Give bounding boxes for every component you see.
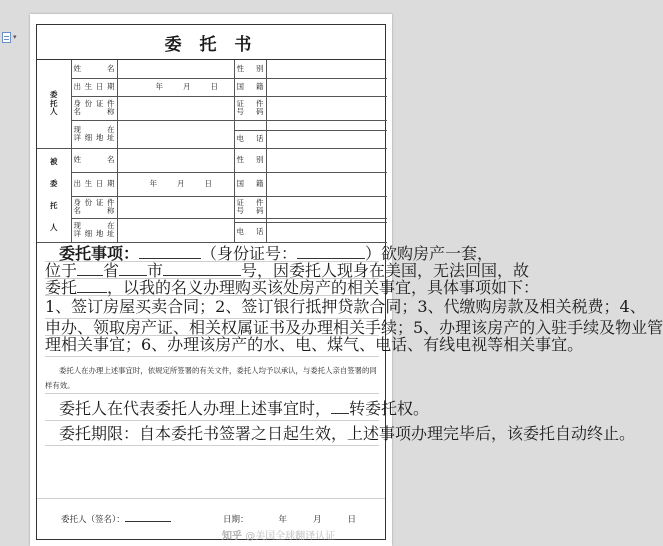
entrust-agent-line: 委托 ，以我的名义办理购买该处房产的相关事宜，具体事项如下： xyxy=(45,277,540,297)
principal-birth-field[interactable]: 年 月 日 xyxy=(117,78,234,96)
document-icon[interactable] xyxy=(2,31,24,43)
agent-birth-row xyxy=(37,172,387,196)
items-line-1: 1、签订房屋买卖合同；2、签订银行抵押贷款合同；3、代缴购房款及相关税费；4、 xyxy=(45,296,379,319)
principal-id-row xyxy=(37,96,387,120)
id-number-blank[interactable] xyxy=(297,250,365,259)
authorization-body xyxy=(37,243,663,446)
city-blank[interactable] xyxy=(119,267,147,276)
province-blank[interactable] xyxy=(77,267,103,276)
signature-blank[interactable] xyxy=(125,513,171,522)
agent-birth-label: 出生日期 xyxy=(71,172,117,196)
agent-nationality-field[interactable] xyxy=(266,172,387,196)
signature-date: 日期： 年 月 日 xyxy=(223,515,357,525)
agent-birth-field[interactable]: 年 月 日 xyxy=(117,172,234,196)
agent-gender-field[interactable] xyxy=(266,148,387,172)
agent-id-no-field[interactable] xyxy=(266,196,387,218)
principal-birth-row xyxy=(37,78,387,96)
items-line-3: 理相关事宜；6、办理该房产的水、电、煤气、电话、有线电视等相关事宜。 xyxy=(45,336,379,357)
principal-name-label: 姓 名 xyxy=(71,60,117,78)
principal-id-field[interactable] xyxy=(117,96,234,120)
agent-phone-label: 电 话 xyxy=(234,222,266,242)
agent-phone-field[interactable] xyxy=(266,222,387,242)
principal-birth-label: 出生日期 xyxy=(71,78,117,96)
principal-name-blank[interactable] xyxy=(139,250,201,259)
principal-phone-field[interactable] xyxy=(266,130,387,148)
entrust-matters-line: 委托事项： （身份证号： ）欲购房产一套， xyxy=(45,245,379,262)
zhihu-watermark: 知乎 @美国全球翻译认证 xyxy=(222,531,336,542)
document-page xyxy=(30,14,663,546)
principal-id-no-field[interactable] xyxy=(266,96,387,120)
principal-nationality-field[interactable] xyxy=(266,78,387,96)
sub-delegation-line: 委托人在代表委托人办理上述事宜时， 转委托权。 xyxy=(45,394,379,421)
agent-address-field[interactable] xyxy=(117,218,234,242)
term-line: 委托期限：自本委托书签署之日起生效，上述事项办理完毕后，该委托自动终止。 xyxy=(45,421,379,446)
agent-side-label: 被 委 托 人 xyxy=(37,148,71,242)
agent-id-label: 身份证件 名 称 xyxy=(71,196,117,218)
principal-address-row xyxy=(37,120,387,130)
principal-id-no-label: 证 件 号 码 xyxy=(234,96,266,120)
signer-label: 委托人（签名）： xyxy=(61,513,171,525)
principal-phone-label: 电 话 xyxy=(234,130,266,148)
agent-id-no-label: 证 件 号 码 xyxy=(234,196,266,218)
street-blank[interactable] xyxy=(163,267,241,276)
agent-id-row xyxy=(37,196,387,218)
dropdown-caret-icon[interactable]: ▾ xyxy=(13,33,17,41)
agent-name-row xyxy=(37,148,387,172)
principal-name-field[interactable] xyxy=(117,60,234,78)
property-location-line: 位于 省 市 号，因委托人现身在美国，无法回国，故 xyxy=(45,260,530,280)
principal-side-label: 委 托 人 xyxy=(37,60,71,148)
principal-gender-label: 性 别 xyxy=(234,60,266,78)
agent-name-blank[interactable] xyxy=(77,284,107,293)
principal-id-label: 身份证件 名 称 xyxy=(71,96,117,120)
principal-nationality-label: 国 籍 xyxy=(234,78,266,96)
agent-name-label: 姓 名 xyxy=(71,148,117,172)
agent-address-label: 现 在 详细地址 xyxy=(71,218,117,242)
form-frame xyxy=(36,24,663,540)
agent-name-field[interactable] xyxy=(117,148,234,172)
agent-id-field[interactable] xyxy=(117,196,234,218)
principal-blank-label xyxy=(234,120,266,130)
agent-gender-label: 性 别 xyxy=(234,148,266,172)
principal-blank-field xyxy=(266,120,387,130)
document-validity-paragraph: 委托人在办理上述事宜时，依规定所签署的有关文件，委托人均予以承认，与委托人亲自签署的同样有效。 xyxy=(45,357,379,394)
principal-gender-field[interactable] xyxy=(266,60,387,78)
agent-nationality-label: 国 籍 xyxy=(234,172,266,196)
sub-delegation-blank[interactable] xyxy=(331,405,349,414)
principal-name-row xyxy=(37,60,387,78)
document-title: 委 托 书 xyxy=(37,25,385,60)
principal-address-field[interactable] xyxy=(117,120,234,148)
principal-address-label: 现 在 详细地址 xyxy=(71,120,117,148)
party-info-table xyxy=(37,60,387,243)
items-line-2: 申办、领取房产证、相关权属证书及办理相关手续；5、办理该房产的入驻手续及物业管 xyxy=(45,317,663,337)
